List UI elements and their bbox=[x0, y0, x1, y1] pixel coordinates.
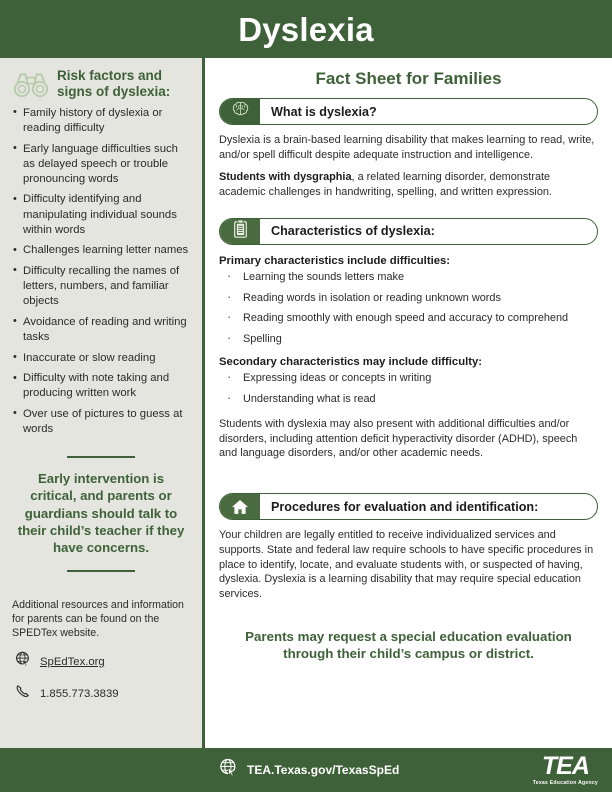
globe-cursor-icon bbox=[219, 758, 238, 782]
resources-text: Additional resources and information for parents can be found on the SPEDTex website. bbox=[12, 598, 184, 640]
section-header-what-is-dyslexia bbox=[219, 98, 598, 125]
footer-url[interactable]: TEA.Texas.gov/TexasSpEd bbox=[247, 763, 400, 777]
list-item: · Reading smoothly with enough speed and accuracy to comprehend bbox=[219, 311, 598, 325]
brain-icon bbox=[231, 100, 250, 124]
dysgraphia-lead: Students with dysgraphia bbox=[219, 171, 352, 184]
dysgraphia-body: , a related learning disorder, demonstrate academic challenges in handwriting, spelling, and written expression. bbox=[219, 171, 552, 199]
phone-icon bbox=[15, 683, 31, 704]
closing-statement: Parents may request a special education evaluation through their child’s campus or district. bbox=[245, 628, 572, 662]
divider-bottom bbox=[67, 570, 135, 572]
section-title: Procedures for evaluation and identification: bbox=[271, 499, 539, 514]
list-item: • Difficulty identifying and manipulating individual sounds within words bbox=[12, 192, 190, 237]
list-item: • Inaccurate or slow reading bbox=[12, 351, 190, 366]
sidebar-heading-row bbox=[12, 68, 190, 100]
primary-characteristics-list bbox=[219, 270, 598, 346]
spedtex-link[interactable]: SpEdTex.org bbox=[40, 655, 105, 668]
clipboard-icon-badge bbox=[220, 219, 260, 244]
phone-number[interactable]: 1.855.773.3839 bbox=[40, 687, 119, 700]
section-title: Characteristics of dyslexia: bbox=[271, 224, 435, 239]
secondary-characteristics-list bbox=[219, 371, 598, 406]
list-item: · Learning the sounds letters make bbox=[219, 270, 598, 284]
list-item: • Avoidance of reading and writing tasks bbox=[12, 315, 190, 345]
what-is-dyslexia-paragraph-2 bbox=[219, 170, 598, 199]
list-item: • Difficulty with note taking and producing written work bbox=[12, 371, 190, 401]
page-title: Dyslexia bbox=[238, 10, 374, 48]
procedures-paragraph: Your children are legally entitled to receive individualized services and supports. State and federal law require schools to have specific procedures in place to identify, locate, and evaluate students with, or suspected of having, dyslexia. Dyslexia is a learning disability that may require special education services. bbox=[219, 529, 594, 600]
early-intervention-callout: Early intervention is critical, and parents or guardians should talk to their child’s teacher if they have concerns. bbox=[17, 470, 185, 556]
sidebar-heading: Risk factors and signs of dyslexia: bbox=[57, 68, 171, 99]
list-item: · Expressing ideas or concepts in writing bbox=[219, 371, 598, 385]
list-item: • Challenges learning letter names bbox=[12, 243, 190, 258]
brain-icon-badge bbox=[220, 99, 260, 124]
sidebar bbox=[0, 58, 205, 748]
house-icon bbox=[230, 498, 250, 516]
divider-top bbox=[67, 456, 135, 458]
tea-logo-subtitle: Texas Education Agency bbox=[532, 779, 598, 786]
list-item: • Family history of dyslexia or reading difficulty bbox=[12, 106, 190, 136]
binoculars-icon bbox=[12, 70, 50, 98]
secondary-characteristics-heading: Secondary characteristics may include difficulty: bbox=[219, 356, 483, 369]
section-header-procedures bbox=[219, 493, 598, 520]
list-item: · Reading words in isolation or reading unknown words bbox=[219, 291, 598, 305]
tea-logo-mark: TEA bbox=[541, 751, 589, 780]
page-footer bbox=[0, 748, 612, 792]
house-icon-badge bbox=[220, 494, 260, 519]
page-header bbox=[0, 0, 612, 58]
list-item: • Difficulty recalling the names of letters, numbers, and familiar objects bbox=[12, 264, 190, 309]
characteristics-closing-paragraph: Students with dyslexia may also present with additional difficulties and/or disorders, including attention deficit hyperactivity disorder (ADHD), speech and language disorders, and/or other academic needs. bbox=[219, 417, 578, 460]
risk-factors-list bbox=[12, 106, 190, 443]
section-header-characteristics bbox=[219, 218, 598, 245]
phone-row[interactable] bbox=[12, 683, 190, 704]
section-title: What is dyslexia? bbox=[271, 104, 377, 119]
list-item: • Over use of pictures to guess at words bbox=[12, 407, 190, 437]
main-content bbox=[205, 58, 612, 748]
clipboard-icon bbox=[232, 219, 249, 244]
primary-characteristics-heading: Primary characteristics include difficulties: bbox=[219, 254, 451, 267]
list-item: • Early language difficulties such as delayed speech or trouble pronouncing words bbox=[12, 142, 190, 187]
list-item: · Spelling bbox=[219, 332, 598, 346]
globe-cursor-icon bbox=[15, 651, 31, 672]
list-item: · Understanding what is read bbox=[219, 392, 598, 406]
fact-sheet-title: Fact Sheet for Families bbox=[315, 69, 502, 88]
tea-logo bbox=[532, 751, 598, 786]
content-body bbox=[0, 58, 612, 748]
footer-url-row[interactable] bbox=[205, 758, 533, 782]
website-row[interactable] bbox=[12, 651, 190, 672]
what-is-dyslexia-paragraph-1: Dyslexia is a brain-based learning disability that makes learning to read, write, and/or spell difficult despite adequate instruction and intelligence. bbox=[219, 134, 595, 161]
